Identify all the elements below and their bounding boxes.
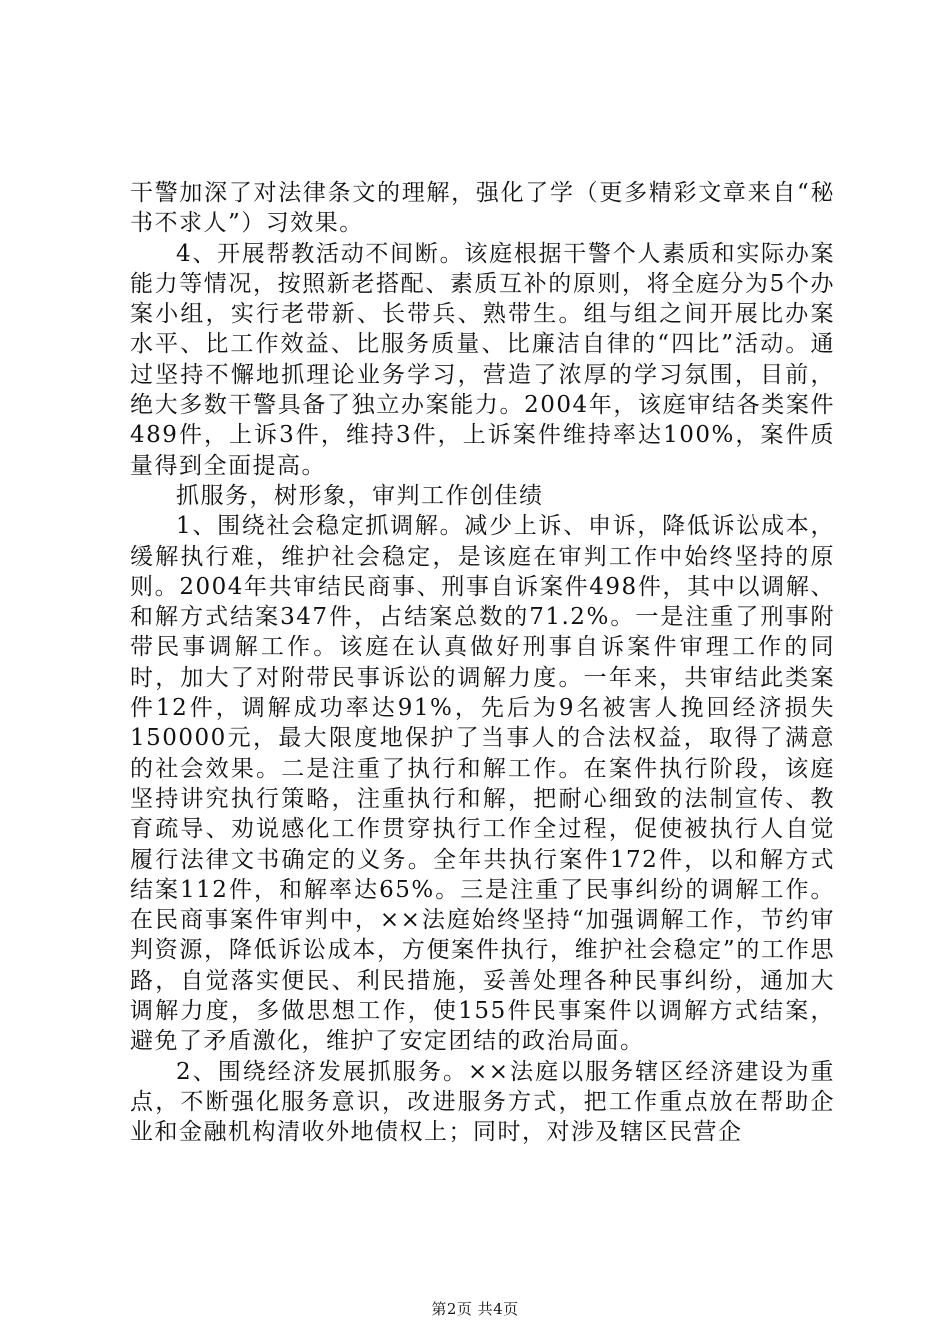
paragraph-continuation: 干警加深了对法律条文的理解，强化了学（更多精彩文章来自“秘书不求人”）习效果。 <box>130 180 835 237</box>
section-heading: 抓服务，树形象，审判工作创佳绩 <box>176 482 544 509</box>
paragraph-mediation: 1、围绕社会稳定抓调解。减少上诉、申诉，降低诉讼成本，缓解执行难，维护社会稳定，是该庭在审判工作中始终坚持的原则。2004年共审结民商事、刑事自诉案件498件，其中以调解、和解方式结案347件，占结案总数的71.2%。一是注重了刑事附带民事调解工作。该庭在认真做好刑事自诉案件审理工作的同时，加大了对附带民事诉讼的调解力度。一年来，共审结此类案件12件，调解成功率达91%，先后为9名被害人挽回经济损失150000元，最大限度地保护了当事人的合法权益，取得了满意的社会效果。二是注重了执行和解工作。在案件执行阶段，该庭坚持讲究执行策略，注重执行和解，把耐心细致的法制宣传、教育疏导、劝说感化工作贯穿执行工作全过程，促使被执行人自觉履行法律文书确定的义务。全年共执行案件172件，以和解方式结案112件，和解率达65%。三是注重了民事纠纷的调解工作。在民商事案件审判中，××法庭始终坚持“加强调解工作，节约审判资源，降低诉讼成本，方便案件执行，维护社会稳定”的工作思路，自觉落实便民、利民措施，妥善处理各种民事纠纷，通加大调解力度，多做思想工作，使155件民事案件以调解方式结案，避免了矛盾激化，维护了安定团结的政治局面。 <box>130 513 835 1055</box>
paragraph-mentoring: 4、开展帮教活动不间断。该庭根据干警个人素质和实际办案能力等情况，按照新老搭配、素质互补的原则，将全庭分为5个办案小组，实行老带新、长带兵、熟带生。组与组之间开展比办案水平、比工作效益、比服务质量、比廉洁自律的“四比”活动。通过坚持不懈地抓理论业务学习，营造了浓厚的学习氛围，目前，绝大多数干警具备了独立办案能力。2004年，该庭审结各类案件489件，上诉3件，维持3件，上诉案件维持率达100%，案件质量得到全面提高。 <box>130 240 835 479</box>
document-body <box>130 178 835 1148</box>
paragraph-economic-service: 2、围绕经济发展抓服务。××法庭以服务辖区经济建设为重点，不断强化服务意识，改进服务方式，把工作重点放在帮助企业和金融机构清收外地债权上；同时，对涉及辖区民营企 <box>130 1058 835 1146</box>
page-number-footer: 第2页 共4页 <box>431 1300 519 1318</box>
